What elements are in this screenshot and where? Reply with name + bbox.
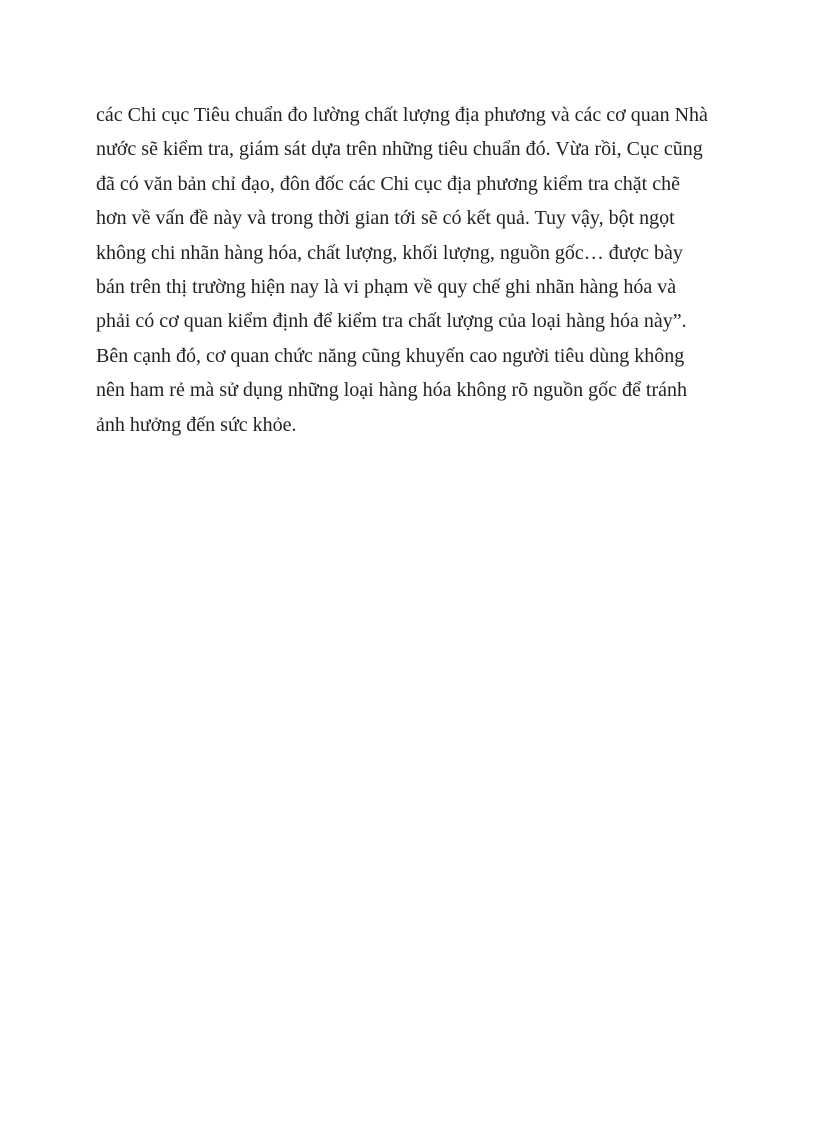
paragraph-line: nước sẽ kiểm tra, giám sát dựa trên những tiêu chuẩn đó. Vừa rồi, Cục cũng <box>96 138 703 161</box>
paragraph-line: nên ham rẻ mà sử dụng những loại hàng hóa không rõ nguồn gốc để tránh <box>96 379 687 402</box>
paragraph-line: không chi nhãn hàng hóa, chất lượng, khối lượng, nguồn gốc… được bày <box>96 241 683 264</box>
body-paragraph <box>96 98 736 442</box>
paragraph-line: hơn về vấn đề này và trong thời gian tới sẽ có kết quả. Tuy vậy, bột ngọt <box>96 207 675 230</box>
paragraph-line: Bên cạnh đó, cơ quan chức năng cũng khuyến cao người tiêu dùng không <box>96 344 685 367</box>
paragraph-line: phải có cơ quan kiểm định để kiểm tra chất lượng của loại hàng hóa này”. <box>96 310 687 333</box>
paragraph-line: đã có văn bản chỉ đạo, đôn đốc các Chi cục địa phương kiểm tra chặt chẽ <box>96 172 680 195</box>
paragraph-line: ảnh hưởng đến sức khỏe. <box>96 413 297 436</box>
paragraph-line: các Chi cục Tiêu chuẩn đo lường chất lượng địa phương và các cơ quan Nhà <box>96 104 708 126</box>
paragraph-line: bán trên thị trường hiện nay là vi phạm về quy chế ghi nhãn hàng hóa và <box>96 276 677 299</box>
